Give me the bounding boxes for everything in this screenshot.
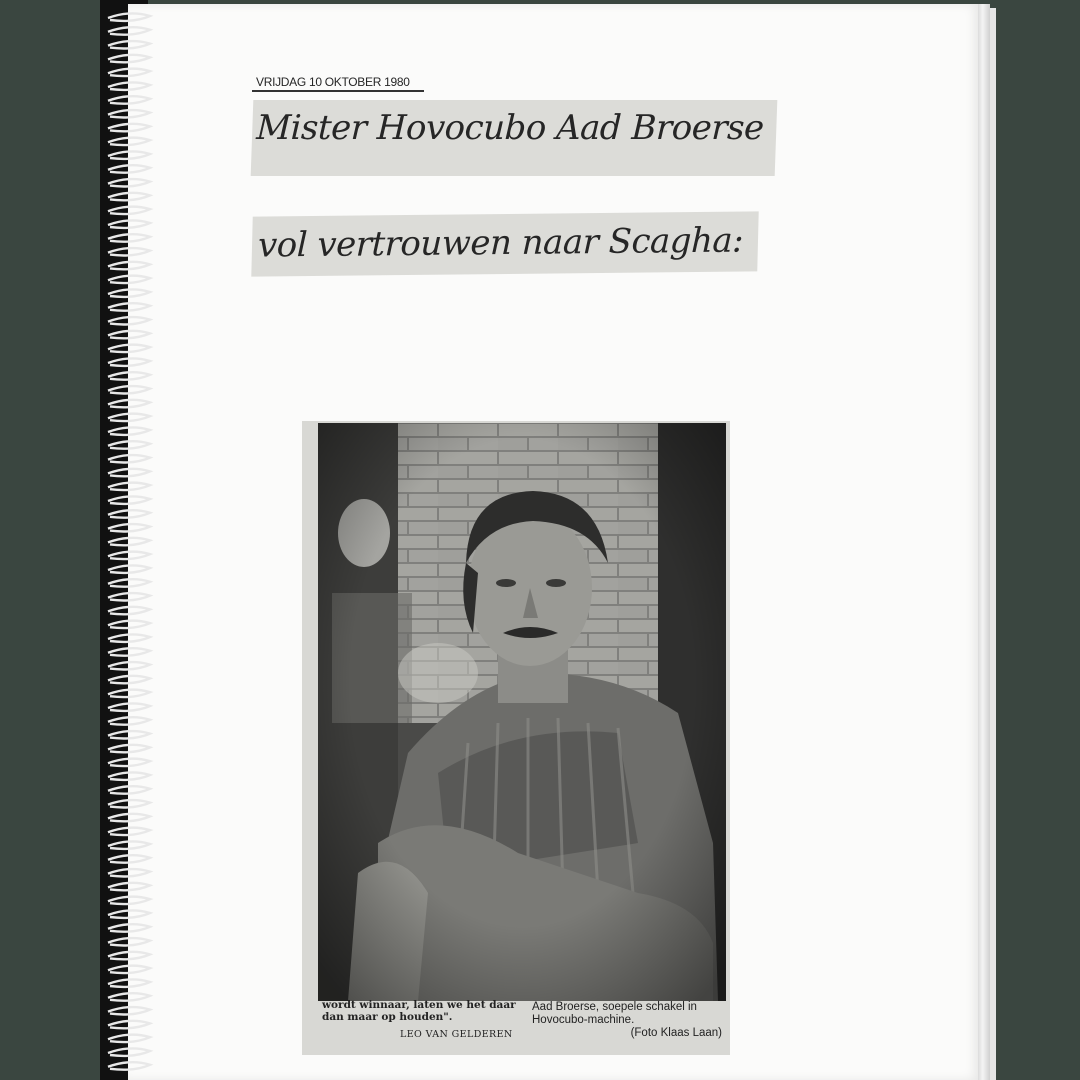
spiral-coil	[108, 524, 150, 531]
date-clipping: VRIJDAG 10 OKTOBER 1980	[252, 74, 424, 92]
spiral-coil	[108, 207, 150, 214]
spiral-coil	[108, 483, 150, 490]
byline: LEO VAN GELDEREN	[400, 1029, 513, 1040]
spiral-coil	[108, 883, 150, 890]
spiral-coil	[108, 138, 150, 145]
spiral-coil	[108, 897, 150, 904]
portrait-photo	[318, 423, 726, 1001]
spiral-coil	[108, 690, 150, 697]
spiral-coil	[108, 317, 150, 324]
spiral-coil	[108, 358, 150, 365]
spiral-coil	[108, 510, 150, 517]
spiral-coil	[108, 662, 150, 669]
spiral-coil	[108, 1021, 150, 1028]
spiral-coil	[108, 179, 150, 186]
spiral-coil	[108, 400, 150, 407]
spiral-coil	[108, 745, 150, 752]
spiral-coil	[108, 193, 150, 200]
spiral-coil	[108, 952, 150, 959]
spiral-coil	[108, 786, 150, 793]
spiral-coil	[108, 234, 150, 241]
spiral-coil	[108, 55, 150, 62]
spiral-coil	[108, 938, 150, 945]
spiral-coil	[108, 345, 150, 352]
quote-line-2: dan maar op houden".	[322, 1011, 453, 1023]
spiral-coil	[108, 538, 150, 545]
spiral-coil	[108, 552, 150, 559]
spiral-coil	[108, 828, 150, 835]
spiral-coil	[108, 841, 150, 848]
spiral-coil	[108, 469, 150, 476]
spiral-binding	[104, 6, 156, 1080]
spiral-coil	[108, 634, 150, 641]
spiral-coil	[108, 772, 150, 779]
spiral-coil	[108, 331, 150, 338]
spiral-coil	[108, 910, 150, 917]
spiral-coil	[108, 1007, 150, 1014]
spiral-coil	[108, 966, 150, 973]
spiral-coil	[108, 648, 150, 655]
spiral-coil	[108, 924, 150, 931]
spiral-coil	[108, 703, 150, 710]
spiral-coil	[108, 13, 150, 20]
photo-caption	[532, 1001, 728, 1040]
photo-credit: (Foto Klaas Laan)	[630, 1027, 722, 1039]
spiral-coil	[108, 869, 150, 876]
headline-line-1: Mister Hovocubo Aad Broerse	[251, 100, 778, 176]
spiral-coil	[108, 621, 150, 628]
spiral-coil	[108, 455, 150, 462]
spiral-coil	[108, 579, 150, 586]
photo-clipping	[302, 421, 730, 1055]
spiral-coil	[108, 1035, 150, 1042]
caption-line-1: Aad Broerse, soepele schakel in	[532, 1001, 697, 1013]
spiral-coil	[108, 565, 150, 572]
spiral-coil	[108, 248, 150, 255]
spiral-coil	[108, 276, 150, 283]
caption-line-2: Hovocubo-machine.	[532, 1014, 635, 1026]
spiral-coil	[108, 41, 150, 48]
spiral-coil	[108, 165, 150, 172]
quote-line-1: wordt winnaar, laten we het daar	[322, 999, 516, 1011]
spiral-coil	[108, 814, 150, 821]
spiral-coil	[108, 262, 150, 269]
spiral-coil	[108, 855, 150, 862]
spiral-coil	[108, 979, 150, 986]
spiral-coil	[108, 289, 150, 296]
spiral-coil	[108, 1048, 150, 1055]
spiral-coil	[108, 800, 150, 807]
spiral-coil	[108, 27, 150, 34]
spiral-coil	[108, 993, 150, 1000]
spiral-coil	[108, 69, 150, 76]
spiral-coil	[108, 496, 150, 503]
spiral-coil	[108, 372, 150, 379]
spiral-coil	[108, 717, 150, 724]
spiral-coil	[108, 759, 150, 766]
spiral-coil	[108, 1062, 150, 1069]
spiral-coil	[108, 386, 150, 393]
spiral-coil	[108, 414, 150, 421]
spiral-coil	[108, 676, 150, 683]
spiral-coil	[108, 110, 150, 117]
spiral-coil	[108, 593, 150, 600]
article-quote	[322, 999, 522, 1023]
spiral-coil	[108, 220, 150, 227]
spiral-coil	[108, 303, 150, 310]
spiral-coil	[108, 124, 150, 131]
spiral-coil	[108, 151, 150, 158]
page-edge-back	[990, 8, 996, 1080]
headline-line-2: vol vertrouwen naar Scagha:	[251, 211, 758, 276]
spiral-coil	[108, 427, 150, 434]
spiral-coil	[108, 82, 150, 89]
page-edge	[978, 4, 990, 1080]
spiral-coil	[108, 441, 150, 448]
spiral-coil	[108, 607, 150, 614]
spiral-coil	[108, 96, 150, 103]
spiral-coil	[108, 731, 150, 738]
